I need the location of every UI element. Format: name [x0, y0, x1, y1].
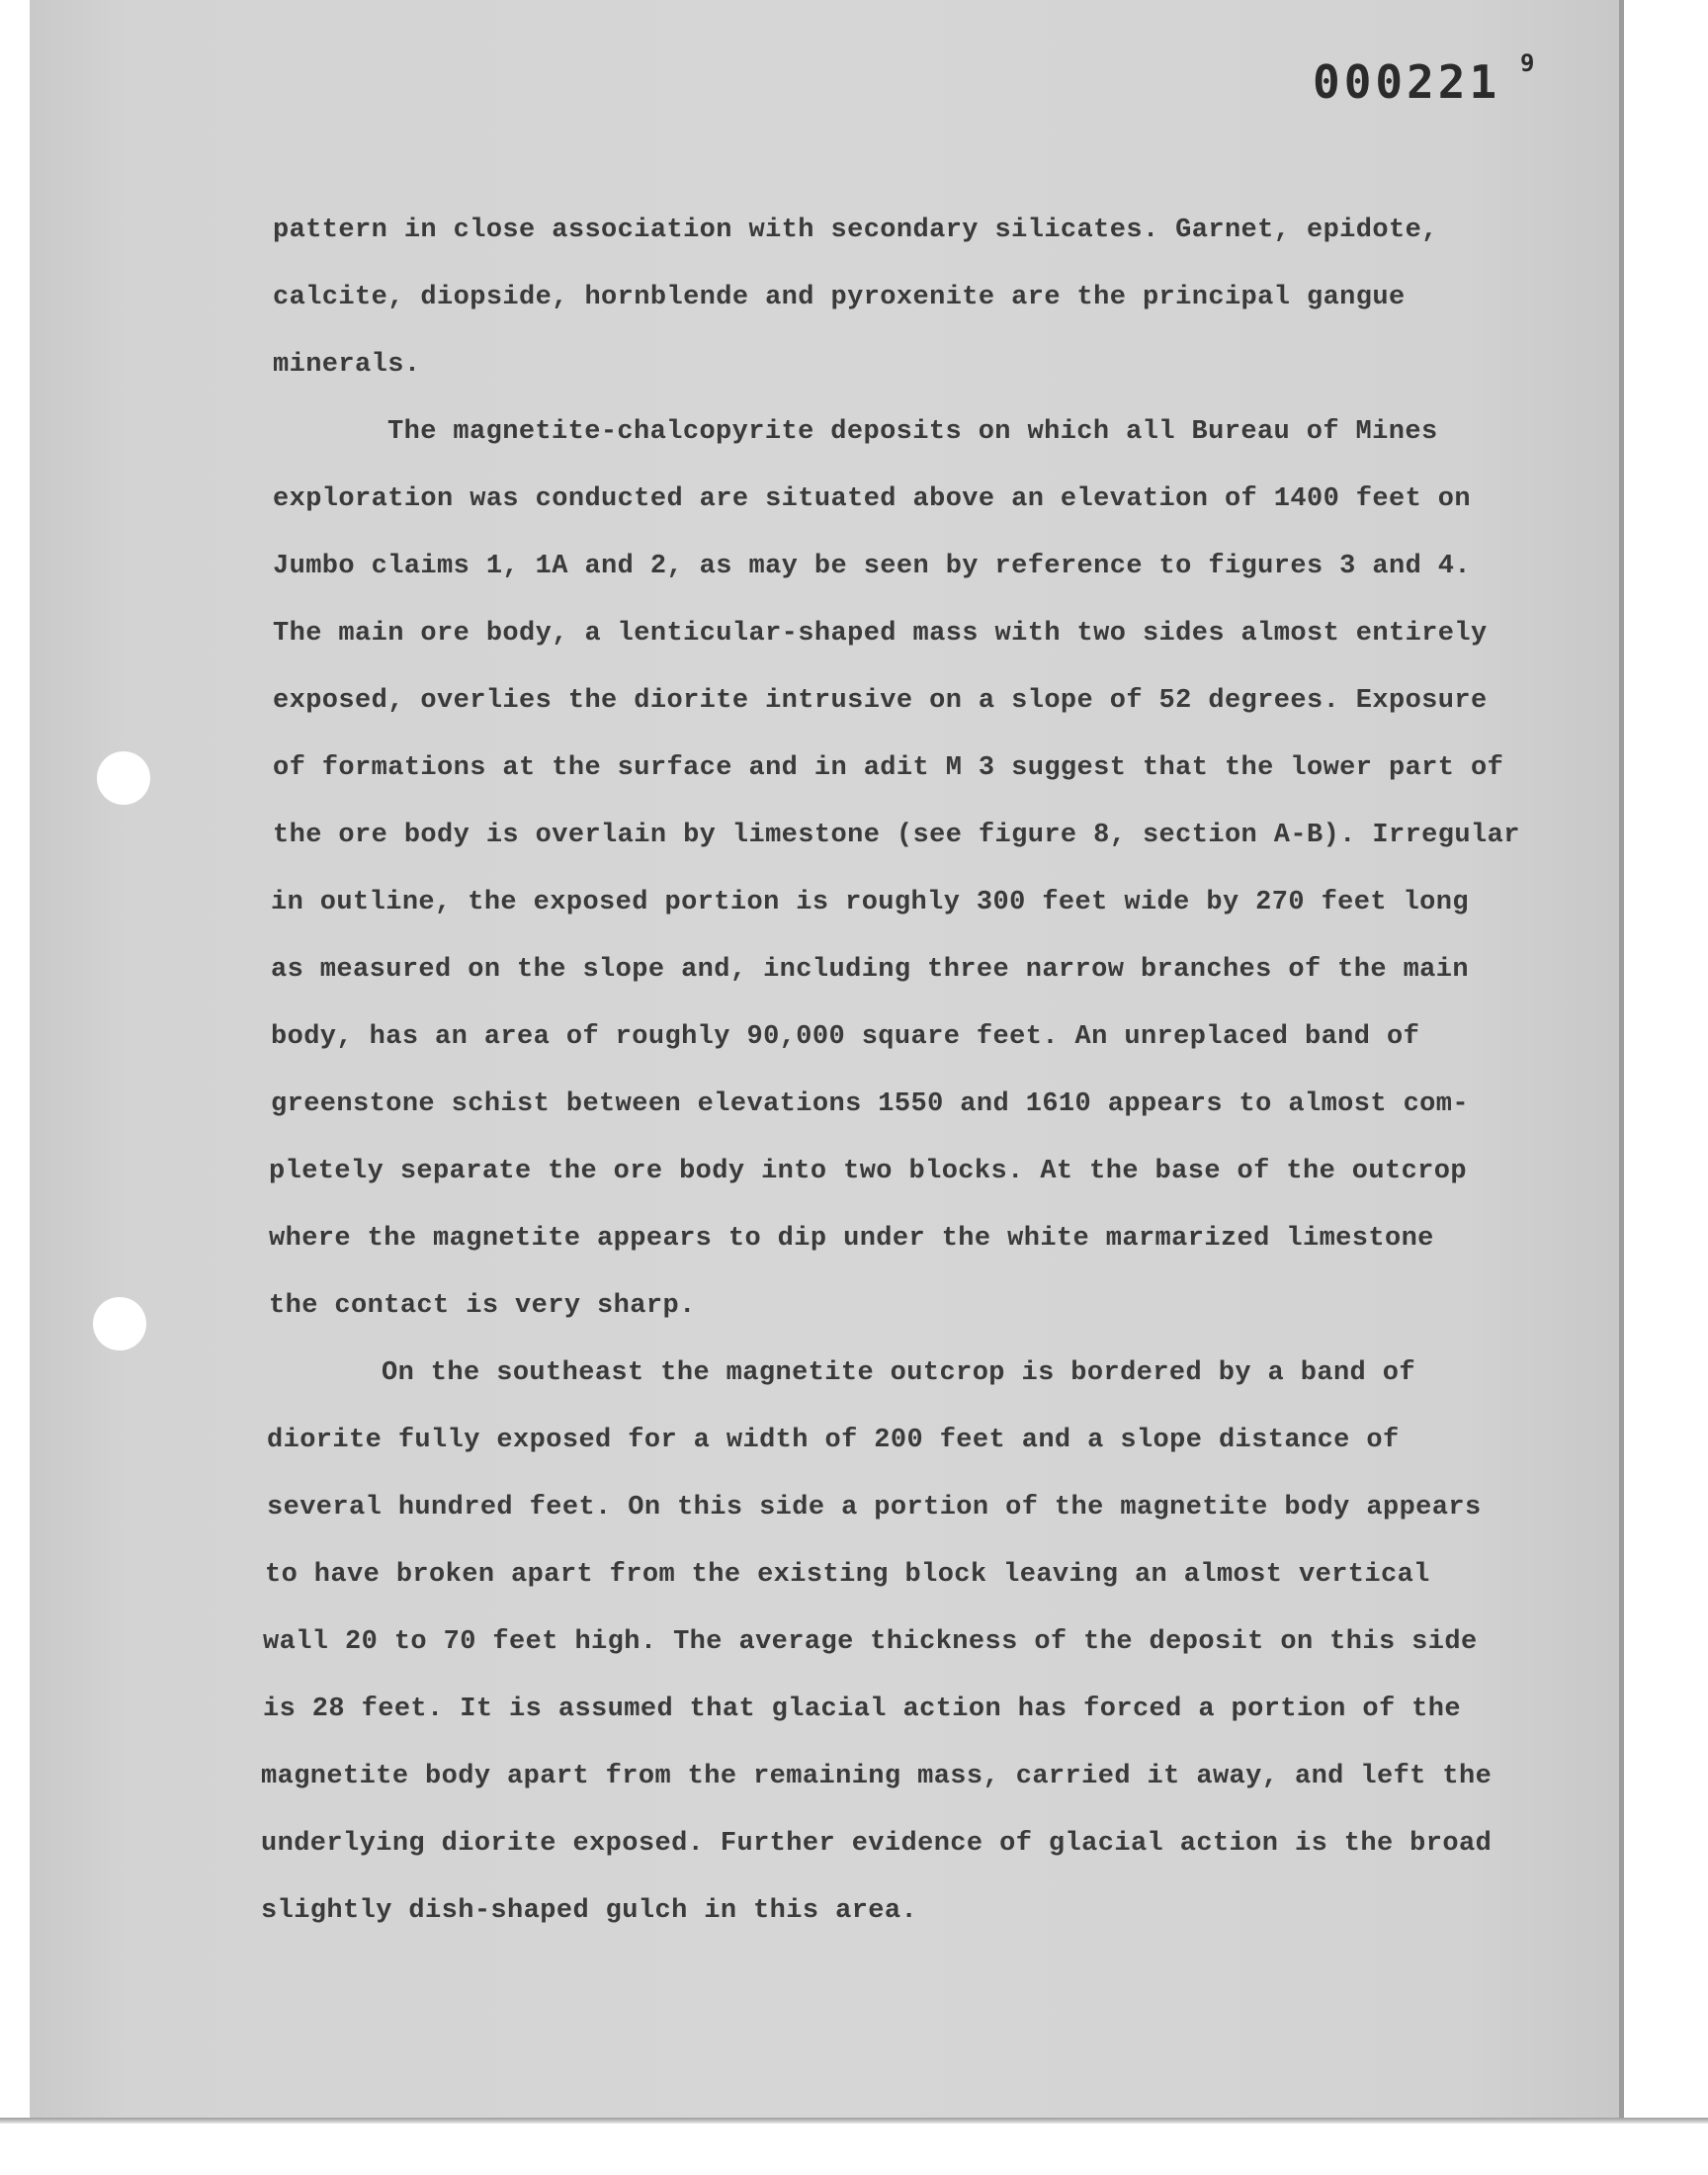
punch-hole: [93, 1297, 146, 1350]
text-line: On the southeast the magnetite outcrop is bordered by a band of: [382, 1358, 1415, 1388]
text-line: pattern in close association with secondary silicates. Garnet, epidote,: [273, 216, 1438, 245]
text-line: magnetite body apart from the remaining mass, carried it away, and left the: [261, 1762, 1493, 1791]
text-line: Jumbo claims 1, 1A and 2, as may be seen by reference to figures 3 and 4.: [273, 552, 1471, 581]
text-line: in outline, the exposed portion is roughly 300 feet wide by 270 feet long: [271, 888, 1469, 917]
text-line: as measured on the slope and, including three narrow branches of the main: [271, 955, 1469, 985]
text-line: where the magnetite appears to dip under the white marmarized limestone: [269, 1224, 1434, 1254]
text-line: is 28 feet. It is assumed that glacial action has forced a portion of the: [263, 1695, 1461, 1724]
text-line: greenstone schist between elevations 1550 and 1610 appears to almost com-: [271, 1089, 1469, 1119]
text-line: several hundred feet. On this side a portion of the magnetite body appears: [267, 1493, 1482, 1522]
text-line: pletely separate the ore body into two blocks. At the base of the outcrop: [269, 1157, 1467, 1186]
text-line: The magnetite-chalcopyrite deposits on which all Bureau of Mines: [387, 417, 1438, 447]
text-line: diorite fully exposed for a width of 200 feet and a slope distance of: [267, 1426, 1400, 1455]
text-line: The main ore body, a lenticular-shaped mass with two sides almost entirely: [273, 619, 1488, 649]
text-line: of formations at the surface and in adit M 3 suggest that the lower part of: [273, 753, 1504, 783]
document-number: 000221: [1313, 55, 1501, 109]
text-line: wall 20 to 70 feet high. The average thickness of the deposit on this side: [263, 1627, 1478, 1657]
text-line: the contact is very sharp.: [269, 1291, 696, 1321]
page-number: 9: [1520, 49, 1535, 77]
text-line: body, has an area of roughly 90,000 square feet. An unreplaced band of: [271, 1022, 1420, 1052]
punch-hole: [97, 751, 150, 805]
text-line: calcite, diopside, hornblende and pyroxenite are the principal gangue: [273, 283, 1406, 312]
text-line: to have broken apart from the existing block leaving an almost vertical: [265, 1560, 1430, 1590]
text-line: exploration was conducted are situated above an elevation of 1400 feet on: [273, 484, 1471, 514]
text-line: minerals.: [273, 350, 421, 380]
paper-sheet: [30, 0, 1619, 2118]
text-line: slightly dish-shaped gulch in this area.: [261, 1896, 918, 1926]
sheet-edge: [0, 2118, 1708, 2124]
sheet-edge: [1619, 0, 1624, 2118]
text-line: underlying diorite exposed. Further evidence of glacial action is the broad: [261, 1829, 1493, 1859]
text-line: the ore body is overlain by limestone (see figure 8, section A-B). Irregular: [273, 821, 1520, 850]
text-line: exposed, overlies the diorite intrusive on a slope of 52 degrees. Exposure: [273, 686, 1488, 716]
